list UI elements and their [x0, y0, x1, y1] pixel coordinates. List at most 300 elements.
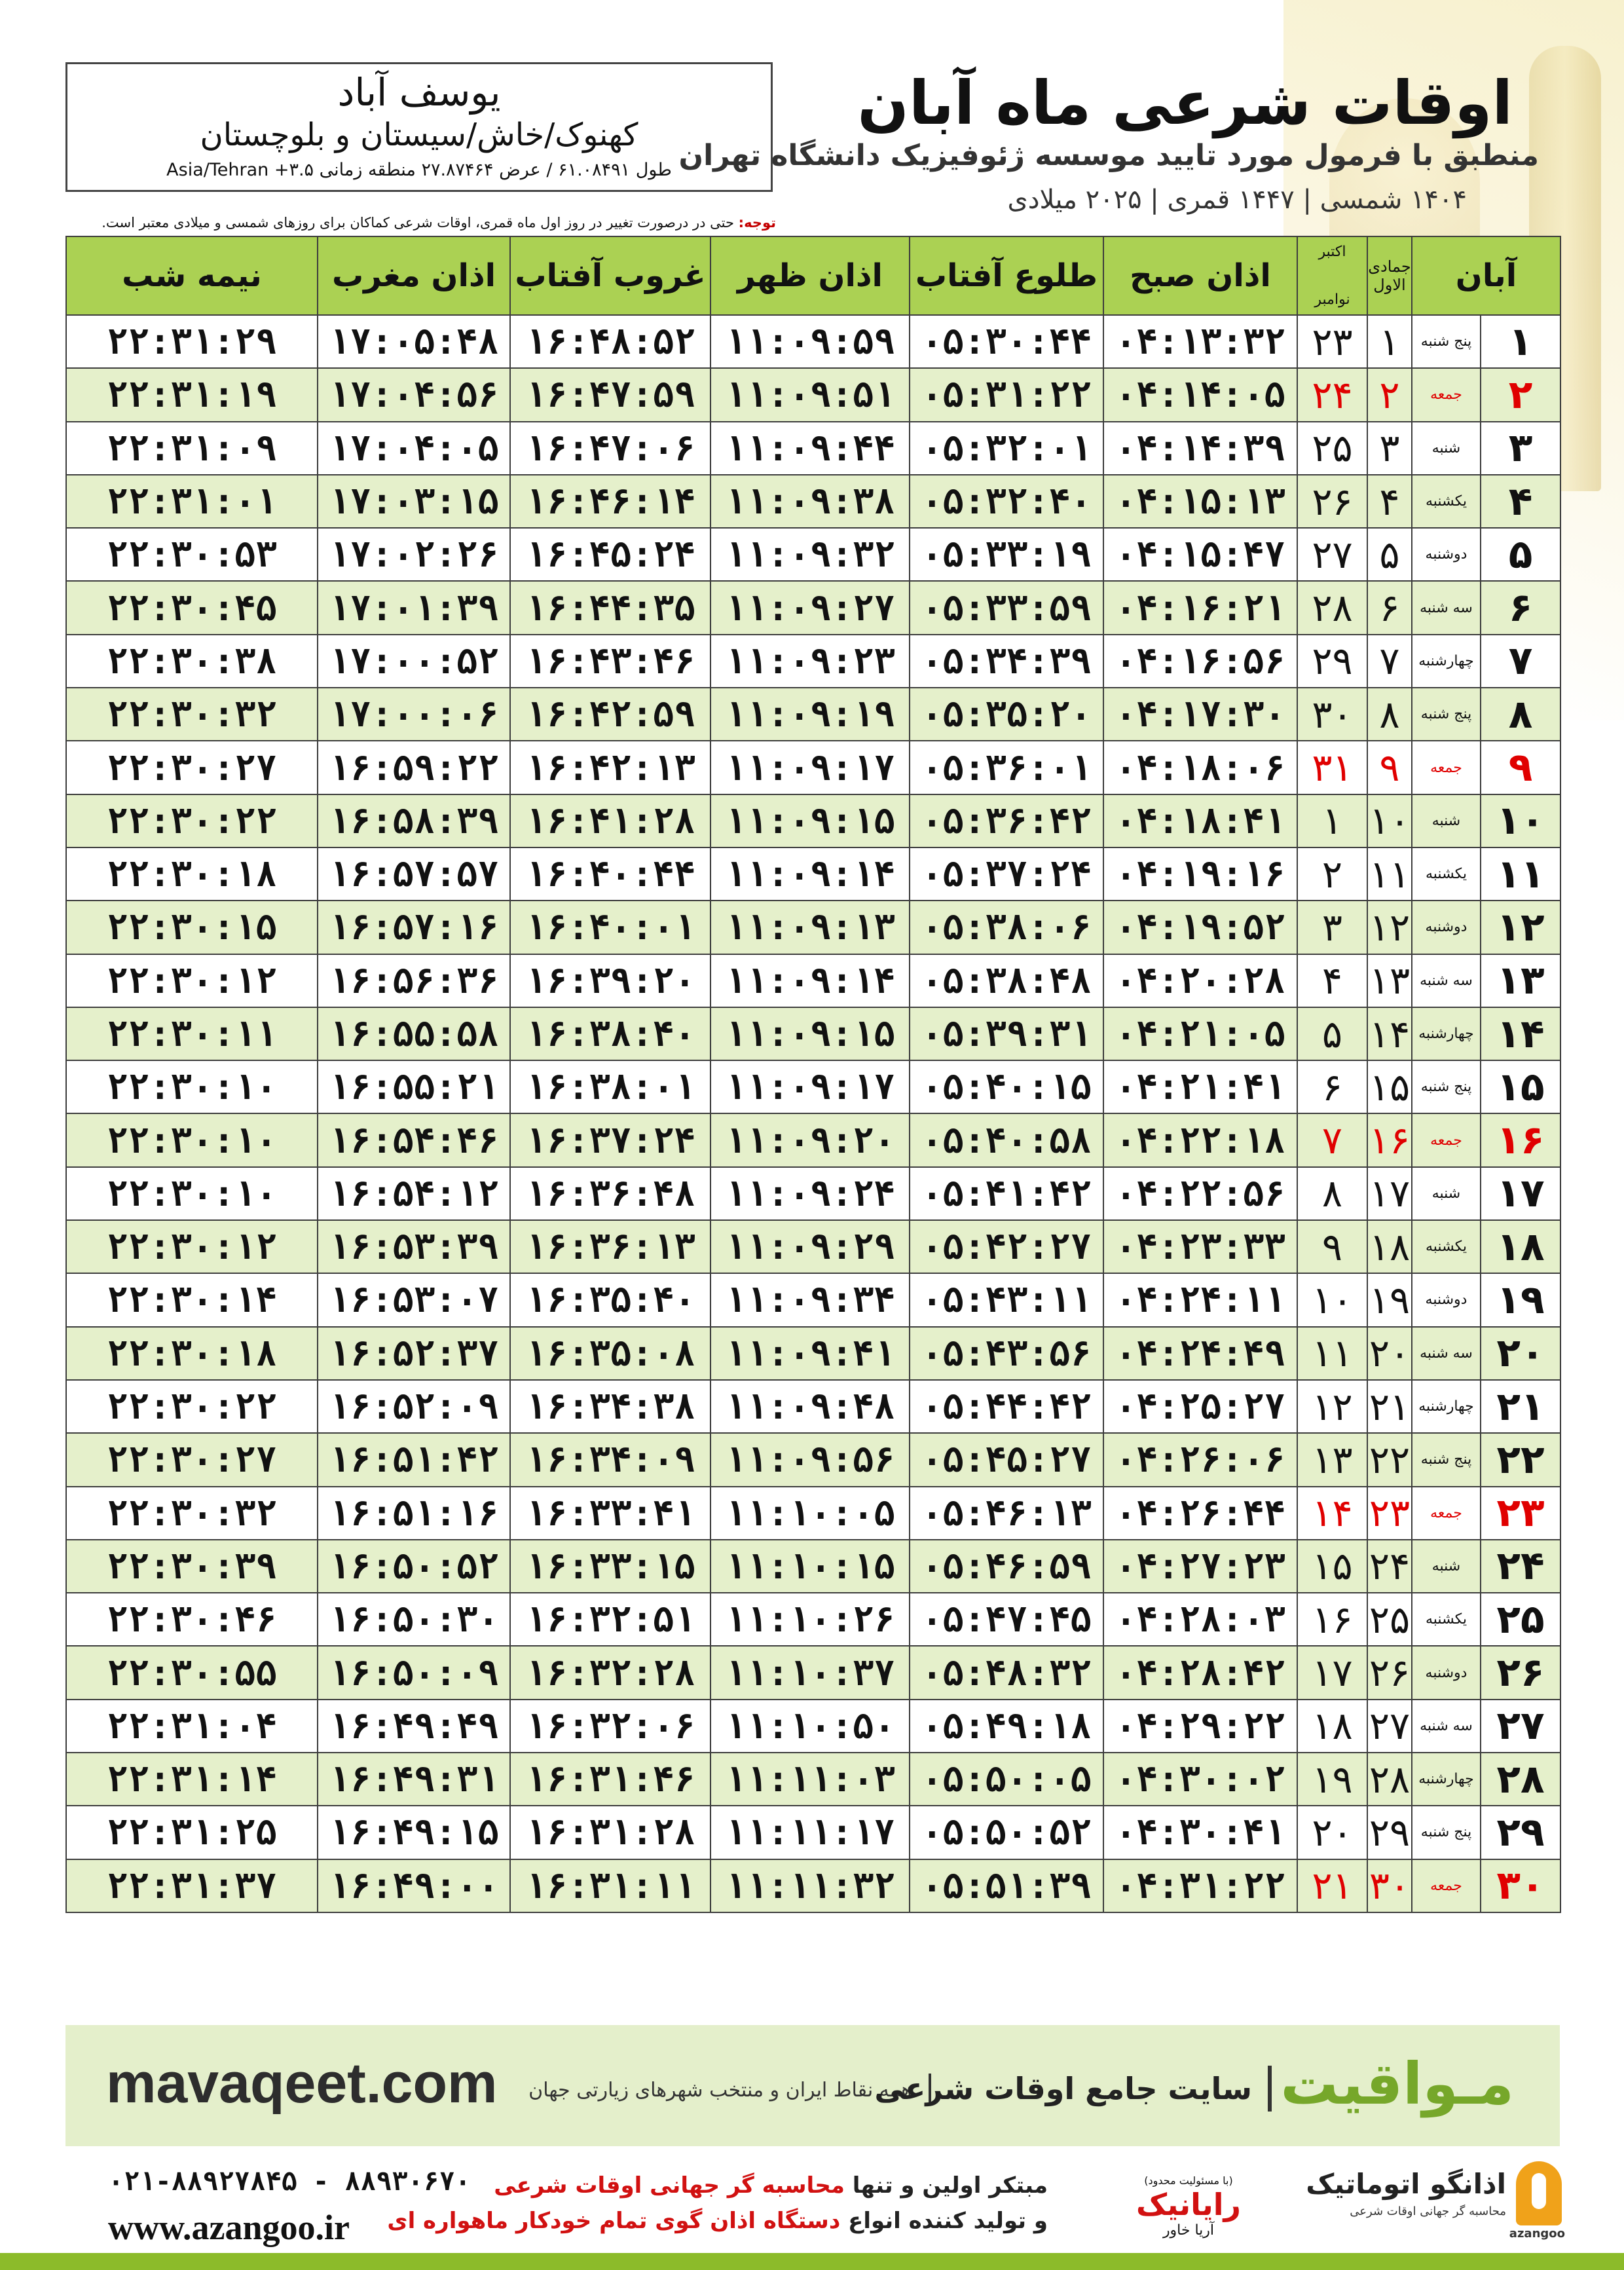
sunrise-time: ۰۵:۳۳:۵۹	[910, 581, 1103, 634]
gregorian-date: ۱۱	[1297, 1327, 1367, 1380]
midnight-time: ۲۲:۳۱:۰۱	[66, 475, 318, 528]
weekday: سه شنبه	[1412, 1700, 1481, 1753]
midnight-time: ۲۲:۳۰:۲۲	[66, 794, 318, 847]
midnight-time: ۲۲:۳۰:۳۹	[66, 1540, 318, 1593]
hijri-date: ۱۹	[1367, 1273, 1412, 1326]
sunset-time: ۱۶:۳۲:۵۱	[510, 1593, 710, 1646]
header-fajr: اذان صبح	[1103, 236, 1297, 315]
table-row	[66, 954, 1560, 1007]
header-sunrise: طلوع آفتاب	[910, 236, 1103, 315]
dhuhr-time: ۱۱:۰۹:۳۲	[710, 528, 910, 581]
sunrise-time: ۰۵:۴۹:۱۸	[910, 1700, 1103, 1753]
promo-line-2: و تولید کننده انواع دستگاه اذان گوی تمام خودکار ماهواره ای	[387, 2208, 1048, 2234]
hijri-date: ۱۲	[1367, 901, 1412, 954]
weekday: جمعه	[1412, 1859, 1481, 1912]
promo-text	[387, 2168, 1048, 2239]
hijri-date: ۱۸	[1367, 1220, 1412, 1273]
hijri-date: ۹	[1367, 741, 1412, 794]
dhuhr-time: ۱۱:۱۰:۳۷	[710, 1646, 910, 1699]
rayanik-logo-sub: آریا خاور	[1162, 2222, 1215, 2239]
sunset-time: ۱۶:۳۹:۲۰	[510, 954, 710, 1007]
maghrib-time: ۱۶:۵۴:۱۲	[318, 1167, 510, 1220]
hijri-date: ۳۰	[1367, 1859, 1412, 1912]
day-number: ۲۰	[1481, 1327, 1560, 1380]
midnight-time: ۲۲:۳۰:۲۷	[66, 741, 318, 794]
site-slogan-small: همه نقاط ایران و منتخب شهرهای زیارتی جهان	[528, 2079, 912, 2102]
sunset-time: ۱۶:۳۸:۰۱	[510, 1060, 710, 1113]
weekday: دوشنبه	[1412, 901, 1481, 954]
weekday: دوشنبه	[1412, 528, 1481, 581]
sunset-time: ۱۶:۴۸:۵۲	[510, 315, 710, 368]
rayanik-logo	[1116, 2174, 1261, 2239]
table-row	[66, 901, 1560, 954]
hijri-date: ۲۵	[1367, 1593, 1412, 1646]
weekday: یکشنبه	[1412, 1220, 1481, 1273]
fajr-time: ۰۴:۲۸:۴۲	[1103, 1646, 1297, 1699]
table-row	[66, 1380, 1560, 1433]
page-subtitle: منطبق با فرمول مورد تایید موسسه ژئوفیزیک دانشگاه تهران	[678, 139, 1539, 172]
fajr-time: ۰۴:۲۴:۱۱	[1103, 1273, 1297, 1326]
fajr-time: ۰۴:۱۳:۳۲	[1103, 315, 1297, 368]
dhuhr-time: ۱۱:۰۹:۴۴	[710, 422, 910, 475]
dhuhr-time: ۱۱:۱۱:۱۷	[710, 1806, 910, 1859]
day-number: ۷	[1481, 635, 1560, 688]
table-row	[66, 847, 1560, 901]
header-gregorian-october: اکتبر	[1318, 244, 1346, 260]
maghrib-time: ۱۷:۰۱:۳۹	[318, 581, 510, 634]
table-row	[66, 581, 1560, 634]
gregorian-date: ۲۸	[1297, 581, 1367, 634]
hijri-date: ۲۷	[1367, 1700, 1412, 1753]
sunset-time: ۱۶:۴۴:۳۵	[510, 581, 710, 634]
fajr-time: ۰۴:۳۰:۴۱	[1103, 1806, 1297, 1859]
table-row	[66, 315, 1560, 368]
midnight-time: ۲۲:۳۰:۵۳	[66, 528, 318, 581]
weekday: سه شنبه	[1412, 954, 1481, 1007]
fajr-time: ۰۴:۱۸:۰۶	[1103, 741, 1297, 794]
day-number: ۱۴	[1481, 1007, 1560, 1060]
sunset-time: ۱۶:۳۳:۴۱	[510, 1487, 710, 1540]
table-row	[66, 794, 1560, 847]
hijri-date: ۲۹	[1367, 1806, 1412, 1859]
weekday: سه شنبه	[1412, 1327, 1481, 1380]
fajr-time: ۰۴:۲۱:۰۵	[1103, 1007, 1297, 1060]
dhuhr-time: ۱۱:۰۹:۵۶	[710, 1433, 910, 1486]
midnight-time: ۲۲:۳۰:۲۲	[66, 1380, 318, 1433]
fajr-time: ۰۴:۳۰:۰۲	[1103, 1753, 1297, 1806]
sunrise-time: ۰۵:۴۳:۵۶	[910, 1327, 1103, 1380]
azangoo-url[interactable]: www.azangoo.ir	[108, 2208, 350, 2247]
table-row	[66, 422, 1560, 475]
sunrise-time: ۰۵:۵۱:۳۹	[910, 1859, 1103, 1912]
day-number: ۲۳	[1481, 1487, 1560, 1540]
midnight-time: ۲۲:۳۰:۵۵	[66, 1646, 318, 1699]
sunrise-time: ۰۵:۳۳:۱۹	[910, 528, 1103, 581]
maghrib-time: ۱۶:۵۰:۵۲	[318, 1540, 510, 1593]
dhuhr-time: ۱۱:۰۹:۲۹	[710, 1220, 910, 1273]
midnight-time: ۲۲:۳۰:۳۲	[66, 1487, 318, 1540]
table-body	[66, 315, 1560, 1912]
sunrise-time: ۰۵:۳۲:۰۱	[910, 422, 1103, 475]
maghrib-time: ۱۶:۵۷:۵۷	[318, 847, 510, 901]
sunset-time: ۱۶:۴۲:۱۳	[510, 741, 710, 794]
sunrise-time: ۰۵:۴۳:۱۱	[910, 1273, 1103, 1326]
sunrise-time: ۰۵:۳۸:۰۶	[910, 901, 1103, 954]
gregorian-date: ۱۰	[1297, 1273, 1367, 1326]
location-city: یوسف آباد	[337, 70, 501, 115]
day-number: ۱۸	[1481, 1220, 1560, 1273]
midnight-time: ۲۲:۳۱:۳۷	[66, 1859, 318, 1912]
dhuhr-time: ۱۱:۰۹:۱۴	[710, 954, 910, 1007]
hijri-date: ۲۳	[1367, 1487, 1412, 1540]
location-region: کهنوک/خاش/سیستان و بلوچستان	[200, 117, 638, 153]
maghrib-time: ۱۷:۰۴:۵۶	[318, 368, 510, 421]
sunset-time: ۱۶:۳۴:۳۸	[510, 1380, 710, 1433]
weekday: پنج شنبه	[1412, 1060, 1481, 1113]
rayanik-logo-top: (با مسئولیت محدود)	[1144, 2174, 1233, 2187]
sunset-time: ۱۶:۳۱:۲۸	[510, 1806, 710, 1859]
hijri-date: ۳	[1367, 422, 1412, 475]
weekday: چهارشنبه	[1412, 635, 1481, 688]
weekday: یکشنبه	[1412, 847, 1481, 901]
maghrib-time: ۱۶:۴۹:۴۹	[318, 1700, 510, 1753]
midnight-time: ۲۲:۳۰:۱۰	[66, 1113, 318, 1166]
dhuhr-time: ۱۱:۰۹:۲۴	[710, 1167, 910, 1220]
header-dhuhr: اذان ظهر	[710, 236, 910, 315]
hijri-date: ۶	[1367, 581, 1412, 634]
gregorian-date: ۲۴	[1297, 368, 1367, 421]
fajr-time: ۰۴:۱۸:۴۱	[1103, 794, 1297, 847]
sunrise-time: ۰۵:۵۰:۵۲	[910, 1806, 1103, 1859]
dhuhr-time: ۱۱:۰۹:۵۱	[710, 368, 910, 421]
sunset-time: ۱۶:۳۴:۰۹	[510, 1433, 710, 1486]
maghrib-time: ۱۶:۵۰:۳۰	[318, 1593, 510, 1646]
table-row	[66, 1593, 1560, 1646]
gregorian-date: ۲۰	[1297, 1806, 1367, 1859]
maghrib-time: ۱۶:۴۹:۱۵	[318, 1806, 510, 1859]
table-row	[66, 528, 1560, 581]
midnight-time: ۲۲:۳۰:۱۸	[66, 847, 318, 901]
fajr-time: ۰۴:۲۲:۱۸	[1103, 1113, 1297, 1166]
sunset-time: ۱۶:۳۳:۱۵	[510, 1540, 710, 1593]
table-row	[66, 1007, 1560, 1060]
gregorian-date: ۵	[1297, 1007, 1367, 1060]
sunset-time: ۱۶:۴۰:۴۴	[510, 847, 710, 901]
table-row	[66, 1487, 1560, 1540]
table-row	[66, 1273, 1560, 1326]
maghrib-time: ۱۶:۵۱:۴۲	[318, 1433, 510, 1486]
weekday: پنج شنبه	[1412, 1433, 1481, 1486]
day-number: ۲۴	[1481, 1540, 1560, 1593]
weekday: سه شنبه	[1412, 581, 1481, 634]
weekday: جمعه	[1412, 741, 1481, 794]
table-row	[66, 1167, 1560, 1220]
header-maghrib: اذان مغرب	[318, 236, 510, 315]
hijri-date: ۱	[1367, 315, 1412, 368]
gregorian-date: ۱۲	[1297, 1380, 1367, 1433]
sunset-time: ۱۶:۳۱:۴۶	[510, 1753, 710, 1806]
sunrise-time: ۰۵:۴۵:۲۷	[910, 1433, 1103, 1486]
sunset-time: ۱۶:۳۵:۰۸	[510, 1327, 710, 1380]
sunset-time: ۱۶:۴۳:۴۶	[510, 635, 710, 688]
gregorian-date: ۹	[1297, 1220, 1367, 1273]
azangoo-logo-sub: محاسبه گر جهانی اوقات شرعی	[1350, 2205, 1506, 2218]
maghrib-time: ۱۶:۵۴:۴۶	[318, 1113, 510, 1166]
day-number: ۱۰	[1481, 794, 1560, 847]
sunset-time: ۱۶:۴۷:۰۶	[510, 422, 710, 475]
table-row	[66, 1220, 1560, 1273]
fajr-time: ۰۴:۲۳:۳۳	[1103, 1220, 1297, 1273]
fajr-time: ۰۴:۲۶:۰۶	[1103, 1433, 1297, 1486]
fajr-time: ۰۴:۲۴:۴۹	[1103, 1327, 1297, 1380]
site-slogan: سایت جامع اوقات شرعی	[874, 2071, 1252, 2106]
day-number: ۲۶	[1481, 1646, 1560, 1699]
gregorian-date: ۲۵	[1297, 422, 1367, 475]
hijri-date: ۱۱	[1367, 847, 1412, 901]
weekday: شنبه	[1412, 422, 1481, 475]
day-number: ۴	[1481, 475, 1560, 528]
location-box	[65, 62, 773, 192]
day-number: ۲۸	[1481, 1753, 1560, 1806]
day-number: ۲۵	[1481, 1593, 1560, 1646]
gregorian-date: ۲	[1297, 847, 1367, 901]
site-brand-logo: مـواقیت	[1280, 2050, 1514, 2117]
maghrib-time: ۱۶:۴۹:۳۱	[318, 1753, 510, 1806]
sunset-time: ۱۶:۴۵:۲۴	[510, 528, 710, 581]
hijri-date: ۲۴	[1367, 1540, 1412, 1593]
dhuhr-time: ۱۱:۱۰:۱۵	[710, 1540, 910, 1593]
table-row	[66, 688, 1560, 741]
fajr-time: ۰۴:۱۶:۵۶	[1103, 635, 1297, 688]
gregorian-date: ۱۳	[1297, 1433, 1367, 1486]
site-banner	[65, 2025, 1560, 2146]
table-row	[66, 1859, 1560, 1912]
hijri-date: ۴	[1367, 475, 1412, 528]
midnight-time: ۲۲:۳۰:۲۷	[66, 1433, 318, 1486]
gregorian-date: ۴	[1297, 954, 1367, 1007]
hijri-date: ۱۴	[1367, 1007, 1412, 1060]
sunset-time: ۱۶:۳۵:۴۰	[510, 1273, 710, 1326]
weekday: پنج شنبه	[1412, 688, 1481, 741]
header-sunset: غروب آفتاب	[510, 236, 710, 315]
header-hijri: جمادی الاول	[1367, 236, 1412, 315]
azangoo-icon	[1516, 2161, 1562, 2225]
maghrib-time: ۱۶:۵۳:۰۷	[318, 1273, 510, 1326]
day-number: ۲۱	[1481, 1380, 1560, 1433]
weekday: چهارشنبه	[1412, 1753, 1481, 1806]
weekday: یکشنبه	[1412, 475, 1481, 528]
table-row	[66, 1540, 1560, 1593]
gregorian-date: ۲۱	[1297, 1859, 1367, 1912]
dhuhr-time: ۱۱:۰۹:۱۴	[710, 847, 910, 901]
day-number: ۱۷	[1481, 1167, 1560, 1220]
sunset-time: ۱۶:۴۲:۵۹	[510, 688, 710, 741]
sunset-time: ۱۶:۳۸:۴۰	[510, 1007, 710, 1060]
sunrise-time: ۰۵:۴۰:۱۵	[910, 1060, 1103, 1113]
midnight-time: ۲۲:۳۰:۳۲	[66, 688, 318, 741]
maghrib-time: ۱۶:۵۶:۳۶	[318, 954, 510, 1007]
day-number: ۳۰	[1481, 1859, 1560, 1912]
sunrise-time: ۰۵:۴۰:۵۸	[910, 1113, 1103, 1166]
azangoo-logo	[1293, 2161, 1568, 2241]
weekday: شنبه	[1412, 794, 1481, 847]
midnight-time: ۲۲:۳۰:۱۴	[66, 1273, 318, 1326]
weekday: چهارشنبه	[1412, 1380, 1481, 1433]
gregorian-date: ۷	[1297, 1113, 1367, 1166]
rayanik-logo-main: رایانیک	[1136, 2187, 1241, 2222]
fajr-time: ۰۴:۲۲:۵۶	[1103, 1167, 1297, 1220]
maghrib-time: ۱۶:۵۵:۵۸	[318, 1007, 510, 1060]
gregorian-date: ۶	[1297, 1060, 1367, 1113]
hijri-date: ۲۰	[1367, 1327, 1412, 1380]
gregorian-date: ۲۹	[1297, 635, 1367, 688]
midnight-time: ۲۲:۳۱:۲۵	[66, 1806, 318, 1859]
midnight-time: ۲۲:۳۰:۴۶	[66, 1593, 318, 1646]
sunrise-time: ۰۵:۳۰:۴۴	[910, 315, 1103, 368]
hijri-date: ۲۱	[1367, 1380, 1412, 1433]
sunset-time: ۱۶:۴۶:۱۴	[510, 475, 710, 528]
dhuhr-time: ۱۱:۰۹:۴۸	[710, 1380, 910, 1433]
dhuhr-time: ۱۱:۰۹:۱۵	[710, 1007, 910, 1060]
hijri-date: ۲۸	[1367, 1753, 1412, 1806]
maghrib-time: ۱۷:۰۲:۲۶	[318, 528, 510, 581]
hijri-date: ۲۲	[1367, 1433, 1412, 1486]
table-row	[66, 1113, 1560, 1166]
dhuhr-time: ۱۱:۰۹:۱۹	[710, 688, 910, 741]
maghrib-time: ۱۷:۰۰:۰۶	[318, 688, 510, 741]
prayer-times-table	[65, 236, 1561, 1913]
midnight-time: ۲۲:۳۰:۱۵	[66, 901, 318, 954]
table-header-row	[66, 236, 1560, 315]
sunrise-time: ۰۵:۳۴:۳۹	[910, 635, 1103, 688]
fajr-time: ۰۴:۱۹:۵۲	[1103, 901, 1297, 954]
maghrib-time: ۱۷:۰۵:۴۸	[318, 315, 510, 368]
dhuhr-time: ۱۱:۰۹:۱۳	[710, 901, 910, 954]
gregorian-date: ۳	[1297, 901, 1367, 954]
day-number: ۸	[1481, 688, 1560, 741]
maghrib-time: ۱۶:۴۹:۰۰	[318, 1859, 510, 1912]
notice-text	[101, 215, 776, 231]
maghrib-time: ۱۶:۵۱:۱۶	[318, 1487, 510, 1540]
sunset-time: ۱۶:۴۱:۲۸	[510, 794, 710, 847]
midnight-time: ۲۲:۳۱:۱۴	[66, 1753, 318, 1806]
bottom-bar	[0, 2253, 1624, 2270]
gregorian-date: ۱۴	[1297, 1487, 1367, 1540]
day-number: ۱۳	[1481, 954, 1560, 1007]
table-row	[66, 1646, 1560, 1699]
notice-label: توجه:	[738, 215, 776, 231]
table-row	[66, 1700, 1560, 1753]
gregorian-date: ۳۰	[1297, 688, 1367, 741]
fajr-time: ۰۴:۳۱:۲۲	[1103, 1859, 1297, 1912]
weekday: شنبه	[1412, 1540, 1481, 1593]
table-row	[66, 1433, 1560, 1486]
table-row	[66, 1806, 1560, 1859]
midnight-time: ۲۲:۳۰:۳۸	[66, 635, 318, 688]
banner-divider	[1268, 2066, 1272, 2112]
sunset-time: ۱۶:۴۷:۵۹	[510, 368, 710, 421]
sunrise-time: ۰۵:۳۷:۲۴	[910, 847, 1103, 901]
day-number: ۲	[1481, 368, 1560, 421]
maghrib-time: ۱۶:۵۹:۲۲	[318, 741, 510, 794]
page-title: اوقات شرعی ماه آبان	[857, 68, 1513, 138]
weekday: جمعه	[1412, 1113, 1481, 1166]
fajr-time: ۰۴:۱۹:۱۶	[1103, 847, 1297, 901]
dhuhr-time: ۱۱:۰۹:۴۱	[710, 1327, 910, 1380]
weekday: جمعه	[1412, 1487, 1481, 1540]
sunrise-time: ۰۵:۵۰:۰۵	[910, 1753, 1103, 1806]
fajr-time: ۰۴:۱۴:۰۵	[1103, 368, 1297, 421]
maghrib-time: ۱۷:۰۴:۰۵	[318, 422, 510, 475]
midnight-time: ۲۲:۳۰:۴۵	[66, 581, 318, 634]
maghrib-time: ۱۶:۵۵:۲۱	[318, 1060, 510, 1113]
sunrise-time: ۰۵:۴۲:۲۷	[910, 1220, 1103, 1273]
midnight-time: ۲۲:۳۰:۱۱	[66, 1007, 318, 1060]
weekday: دوشنبه	[1412, 1273, 1481, 1326]
maghrib-time: ۱۶:۵۲:۳۷	[318, 1327, 510, 1380]
sunset-time: ۱۶:۳۶:۱۳	[510, 1220, 710, 1273]
weekday: جمعه	[1412, 368, 1481, 421]
midnight-time: ۲۲:۳۰:۱۲	[66, 954, 318, 1007]
fajr-time: ۰۴:۱۷:۳۰	[1103, 688, 1297, 741]
day-number: ۱	[1481, 315, 1560, 368]
day-number: ۲۹	[1481, 1806, 1560, 1859]
sunset-time: ۱۶:۴۰:۰۱	[510, 901, 710, 954]
midnight-time: ۲۲:۳۱:۰۹	[66, 422, 318, 475]
table-row	[66, 1327, 1560, 1380]
maghrib-time: ۱۶:۵۲:۰۹	[318, 1380, 510, 1433]
dhuhr-time: ۱۱:۱۱:۳۲	[710, 1859, 910, 1912]
sunrise-time: ۰۵:۳۶:۴۲	[910, 794, 1103, 847]
dhuhr-time: ۱۱:۰۹:۲۷	[710, 581, 910, 634]
table-row	[66, 635, 1560, 688]
hijri-date: ۷	[1367, 635, 1412, 688]
sunset-time: ۱۶:۳۲:۲۸	[510, 1646, 710, 1699]
table-row	[66, 1753, 1560, 1806]
day-number: ۱۹	[1481, 1273, 1560, 1326]
hijri-date: ۵	[1367, 528, 1412, 581]
sunrise-time: ۰۵:۴۸:۳۲	[910, 1646, 1103, 1699]
weekday: پنج شنبه	[1412, 1806, 1481, 1859]
site-url[interactable]: mavaqeet.com	[106, 2052, 498, 2115]
weekday: شنبه	[1412, 1167, 1481, 1220]
weekday: یکشنبه	[1412, 1593, 1481, 1646]
midnight-time: ۲۲:۳۰:۱۲	[66, 1220, 318, 1273]
sunrise-time: ۰۵:۳۹:۳۱	[910, 1007, 1103, 1060]
gregorian-date: ۱۹	[1297, 1753, 1367, 1806]
dhuhr-time: ۱۱:۱۱:۰۳	[710, 1753, 910, 1806]
gregorian-date: ۸	[1297, 1167, 1367, 1220]
gregorian-date: ۱۷	[1297, 1646, 1367, 1699]
fajr-time: ۰۴:۱۵:۱۳	[1103, 475, 1297, 528]
fajr-time: ۰۴:۲۹:۲۲	[1103, 1700, 1297, 1753]
contact-phones: ۰۲۱-۸۸۹۲۷۸۴۵ - ۸۸۹۳۰۶۷۰	[108, 2167, 471, 2197]
sunset-time: ۱۶:۳۷:۲۴	[510, 1113, 710, 1166]
fajr-time: ۰۴:۲۶:۴۴	[1103, 1487, 1297, 1540]
sunset-time: ۱۶:۳۱:۱۱	[510, 1859, 710, 1912]
dhuhr-time: ۱۱:۰۹:۱۵	[710, 794, 910, 847]
dhuhr-time: ۱۱:۰۹:۳۴	[710, 1273, 910, 1326]
weekday: پنج شنبه	[1412, 315, 1481, 368]
hijri-date: ۱۳	[1367, 954, 1412, 1007]
midnight-time: ۲۲:۳۱:۲۹	[66, 315, 318, 368]
table-row	[66, 1060, 1560, 1113]
gregorian-date: ۲۶	[1297, 475, 1367, 528]
gregorian-date: ۱۵	[1297, 1540, 1367, 1593]
maghrib-time: ۱۶:۵۰:۰۹	[318, 1646, 510, 1699]
hijri-date: ۱۰	[1367, 794, 1412, 847]
day-number: ۱۶	[1481, 1113, 1560, 1166]
